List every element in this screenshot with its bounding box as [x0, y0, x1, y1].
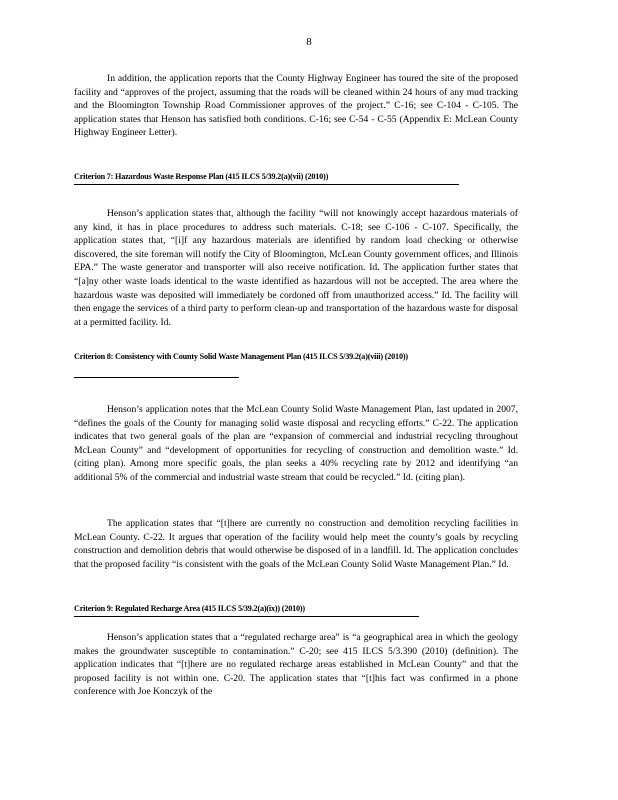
- paragraph-hazardous-waste: Henson’s application states that, although the facility “will not knowingly accept hazardous materials of any kind, it has in place procedures to address such materials. C-18; see C-106 - C-107. Specifically, the application states that, “[i]f any hazardous materials are identified by random load checking or otherwise discovered, the site foreman will notify the City of Bloomington, McLean County government offices, and Illinois EPA.” The waste generator and transporter will also receive notification. Id. The application further states that “[a]ny other waste loads identical to the waste identified as hazardous will not be accepted. The area where the hazardous waste was deposited will immediately be cordoned off from unauthorized access.” Id. The facility will then engage the services of a third party to perform clean-up and transportation of the hazardous waste for disposal at a permitted facility. Id.: [74, 208, 518, 328]
- paragraph-highway-engineer: In addition, the application reports that the County Highway Engineer has toured the site of the proposed facility and “approves of the project, assuming that the roads will be cleaned within 24 hours of any mud tracking and the Bloomington Township Road Commissioner approves of the project.” C-16; see C-104 - C-105. The application states that Henson has satisfied both conditions. C-16; see C-54 - C-55 (Appendix E: McLean County Highway Engineer Letter).: [74, 73, 518, 139]
- heading-criterion-7: Criterion 7: Hazardous Waste Response Plan (415 ILCS 5/39.2(a)(vii) (2010)): [74, 172, 329, 181]
- heading-underline-criterion-9: [74, 616, 419, 617]
- paragraph-solid-waste-plan: Henson’s application notes that the McLean County Solid Waste Management Plan, last updated in 2007, “defines the goals of the County for managing solid waste disposal and recycling efforts.” C-22. The application indicates that two general goals of the plan are “expansion of commercial and industrial recycling throughout McLean County” and “development of opportunities for recycling of construction and demolition waste.” Id. (citing plan). Among more specific goals, the plan seeks a 40% recycling rate by 2012 and identifying “an additional 5% of the commercial and industrial waste stream that could be recycled.” Id. (citing plan).: [74, 404, 518, 483]
- heading-underline-criterion-8: [74, 377, 239, 378]
- page-number: 8: [306, 36, 312, 48]
- heading-criterion-9: Criterion 9: Regulated Recharge Area (415 ILCS 5/39.2(a)(ix)) (2010)): [74, 604, 305, 613]
- paragraph-recycling-facilities: The application states that “[t]here are currently no construction and demolition recycling facilities in McLean County. C-22. It argues that operation of the facility would help meet the county’s goals by recycling construction and demolition debris that would otherwise be disposed of in a landfill. Id. The application concludes that the proposed facility “is consistent with the goals of the McLean County Solid Waste Management Plan.” Id.: [74, 518, 518, 570]
- paragraph-recharge-area: Henson’s application states that a “regulated recharge area” is “a geographical area in which the geology makes the groundwater susceptible to contamination.” C-20; see 415 ILCS 5/3.390 (2010) (definition). The application indicates that “[t]here are no regulated recharge areas established in McLean County” and that the proposed facility is not within one. C-20. The application states that “[t]his fact was confirmed in a phone conference with Joe Konczyk of the: [74, 632, 518, 698]
- heading-underline-criterion-7: [74, 184, 459, 185]
- heading-criterion-8: Criterion 8: Consistency with County Solid Waste Management Plan (415 ILCS 5/39.2(a)(viii) (2010)): [74, 352, 408, 361]
